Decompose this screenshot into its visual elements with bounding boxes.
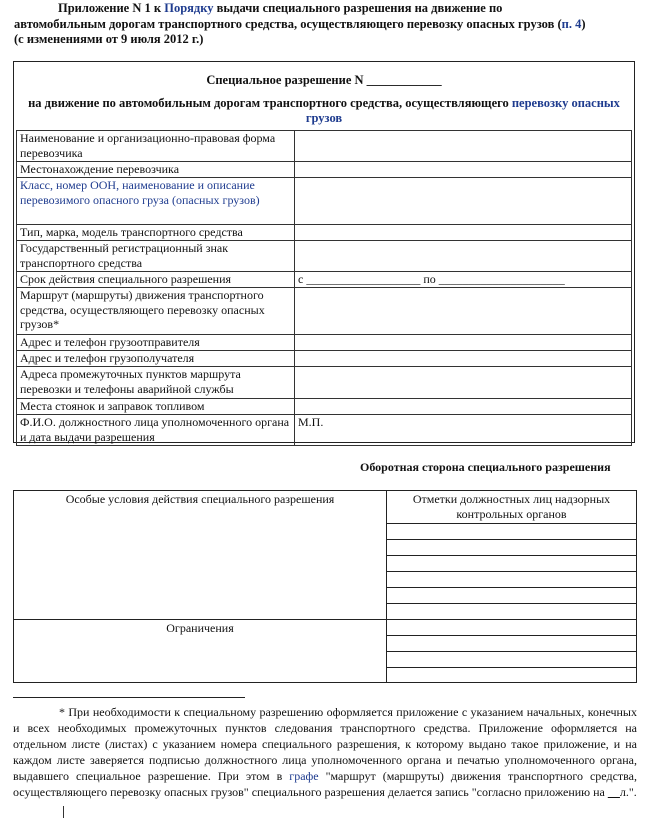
permit-row-value[interactable] bbox=[295, 178, 632, 225]
footnote-separator bbox=[13, 697, 245, 698]
permit-row bbox=[17, 178, 632, 225]
reverse-side-title: Оборотная сторона специального разрешения bbox=[360, 460, 611, 474]
permit-row bbox=[17, 351, 632, 367]
header-text: ) bbox=[581, 16, 586, 31]
permit-row bbox=[17, 335, 632, 351]
permit-row-label: Государственный регистрационный знак транспортного средства bbox=[17, 241, 295, 272]
footnote-blank: __ bbox=[607, 785, 620, 799]
permit-table bbox=[16, 130, 632, 446]
permit-row bbox=[17, 288, 632, 335]
permit-row-value[interactable] bbox=[295, 335, 632, 351]
officials-marks-header: Отметки должностных лиц надзорных контрольных органов bbox=[412, 492, 611, 521]
special-conditions-header: Особые условия действия специального разрешения bbox=[65, 492, 335, 506]
permit-title: Специальное разрешение N ____________ bbox=[206, 73, 442, 87]
permit-row-label: Ф.И.О. должностного лица уполномоченного органа и дата выдачи разрешения bbox=[17, 415, 295, 446]
permit-row bbox=[17, 272, 632, 288]
footnote-text: л.". bbox=[619, 785, 637, 799]
permit-row bbox=[17, 399, 632, 415]
footnote bbox=[13, 704, 637, 800]
header-text: выдачи специального разрешения на движение по bbox=[213, 1, 503, 15]
permit-row-value[interactable] bbox=[295, 241, 632, 272]
reverse-side-form bbox=[13, 490, 637, 683]
permit-row bbox=[17, 367, 632, 399]
permit-row-value[interactable] bbox=[295, 399, 632, 415]
permit-row-value[interactable] bbox=[295, 162, 632, 178]
permit-row bbox=[17, 162, 632, 178]
permit-title-block bbox=[14, 62, 634, 130]
permit-subtitle: на движение по автомобильным дорогам транспортного средства, осуществляющего bbox=[28, 96, 512, 110]
permit-row-label: Маршрут (маршруты) движения транспортного средства, осуществляющего перевозку опасных грузов* bbox=[17, 288, 295, 335]
header-text: Приложение N 1 к bbox=[58, 1, 165, 15]
permit-row bbox=[17, 225, 632, 241]
permit-row-label: Адреса промежуточных пунктов маршрута перевозки и телефоны аварийной службы bbox=[17, 367, 295, 399]
dangerous-goods-link[interactable]: перевозку опасных грузов bbox=[305, 96, 620, 125]
amendment-note: (с изменениями от 9 июля 2012 г.) bbox=[14, 32, 204, 46]
permit-row-value[interactable] bbox=[295, 225, 632, 241]
order-link[interactable]: Порядку bbox=[164, 1, 214, 15]
header-text: автомобильным дорогам транспортного средства, осуществляющего перевозку опасных грузов ( bbox=[14, 16, 562, 31]
permit-row-label: Адрес и телефон грузополучателя bbox=[17, 351, 295, 367]
permit-form bbox=[13, 61, 635, 443]
permit-row-value[interactable] bbox=[295, 131, 632, 162]
restrictions-header: Ограничения bbox=[166, 621, 234, 635]
permit-row bbox=[17, 241, 632, 272]
footnote-text: * При необходимости к специальному разрешению оформляется приложение с указанием начальных, конечных и всех необходимых промежуточных пунктов следования транспортного средства. Приложение оформляется на отдельном листе (листах) с указанием номера специального разрешения, к которому выдано такое приложение, и на каждом листе заверяется подписью должностного лица уполномоченного органа и печатью уполномоченного органа, выдавшего специальное разрешение. При этом в bbox=[13, 705, 637, 783]
permit-row-label: Местонахождение перевозчика bbox=[17, 162, 295, 178]
footnote-text: "маршрут (маршруты) движения транспортного средства, осуществляющего перевозку опасных грузов" специального разрешения делается запись "согласно приложению на bbox=[13, 769, 637, 799]
permit-row-label: Наименование и организационно-правовая форма перевозчика bbox=[17, 131, 295, 162]
permit-row-value[interactable] bbox=[295, 351, 632, 367]
permit-row-value[interactable]: с ___________________ по _____________________ bbox=[295, 272, 632, 288]
permit-row-label: Места стоянок и заправок топливом bbox=[17, 399, 295, 415]
document-header bbox=[14, 1, 634, 48]
permit-row bbox=[17, 415, 632, 446]
permit-row-label: Адрес и телефон грузоотправителя bbox=[17, 335, 295, 351]
permit-row-label: Срок действия специального разрешения bbox=[17, 272, 295, 288]
point-4-link[interactable]: п. 4 bbox=[561, 16, 582, 31]
column-link[interactable]: графе bbox=[289, 769, 319, 783]
permit-row-value[interactable]: М.П. bbox=[295, 415, 632, 446]
permit-row-label: Тип, марка, модель транспортного средства bbox=[17, 225, 295, 241]
permit-row-value[interactable] bbox=[295, 288, 632, 335]
permit-row-value[interactable] bbox=[295, 367, 632, 399]
permit-row bbox=[17, 131, 632, 162]
permit-row-label: Класс, номер ООН, наименование и описание перевозимого опасного груза (опасных грузов) bbox=[17, 178, 295, 225]
